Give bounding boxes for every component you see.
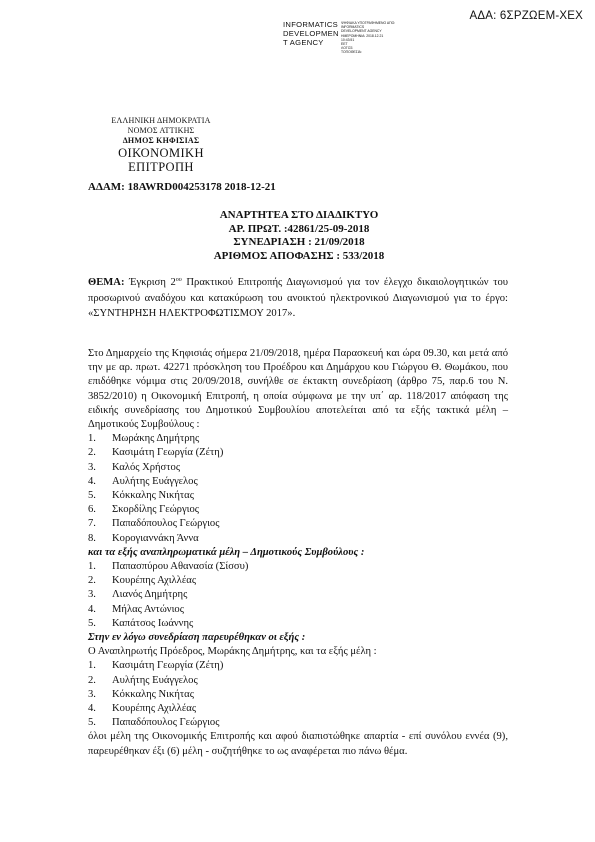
title-line-1: ΑΝΑΡΤΗΤΕΑ ΣΤΟ ΔΙΑΔΙΚΤΥΟ [219, 209, 379, 221]
agency-line: DEVELOPMEN [283, 29, 339, 38]
title-line-4: ΑΡΙΘΜΟΣ ΑΠΟΦΑΣΗΣ : 533/2018 [213, 249, 385, 262]
authority-line-1: ΕΛΛΗΝΙΚΗ ΔΗΜΟΚΡΑΤΙΑ [111, 116, 211, 125]
agency-line: T AGENCY [283, 38, 324, 47]
list-item: 3. Κόκκαλης Νικήτας [88, 688, 194, 700]
authority-line-3: ΔΗΜΟΣ ΚΗΦΙΣΙΑΣ [122, 136, 200, 145]
regular-members-list [88, 432, 508, 546]
subject-superscript: ου [175, 277, 182, 283]
agency-line: INFORMATICS [283, 20, 339, 29]
list-item: 3. Λιανός Δημήτρης [88, 589, 188, 601]
authority-line-4: ΟΙΚΟΝΟΜΙΚΗ ΕΠΙΤΡΟΠΗ [118, 146, 204, 174]
list-item: 4. Αυλήτης Ευάγγελος [88, 475, 198, 487]
list-item: 2. Κασιμάτη Γεωργία (Ζέτη) [88, 447, 224, 459]
list-item: 4. Μήλας Αντώνιος [88, 603, 184, 615]
subject-pre: Έγκριση 2 [124, 277, 176, 288]
present-members-list [88, 659, 508, 730]
list-item: 1. Κασιμάτη Γεωργία (Ζέτη) [88, 660, 224, 672]
signature-details: ΨΗΦΙΑΚΑ ΥΠΟΓΡΑΦΗΜΕΝΟ ΑΠΟ: INFORMATICS DEVELOPMENT AGENCY ΗΜΕΡΟΜΗΝΙΑ: 2018.12.21 10:43:51 EET ΛΟΓΟΣ: ΤΟΠΟΘΕΣΙΑ: [341, 21, 396, 55]
present-intro: Ο Αναπληρωτής Πρόεδρος, Μωράκης Δημήτρης, και τα εξής μέλη : [88, 646, 377, 658]
list-item: 3. Καλός Χρήστος [88, 461, 181, 473]
closing-paragraph: όλοι μέλη της Οικονομικής Επιτροπής και αφού διαπιστώθηκε απαρτία - επί συνόλου εννέα (9), παρευρέθηκαν έξι (6) μέλη - συζητήθηκε το ως αναφέρεται πιο πάνω θέμα. [88, 731, 508, 757]
list-item: 8. Κορογιαννάκη Άννα [88, 532, 199, 544]
list-item: 2. Κουρέπης Αχιλλέας [88, 575, 197, 587]
substitutes-heading: και τα εξής αναπληρωματικά μέλη – Δημοτικούς Συμβούλους : [88, 546, 365, 558]
list-item: 1. Μωράκης Δημήτρης [88, 433, 200, 445]
authority-line-2: ΝΟΜΟΣ ΑΤΤΙΚΗΣ [127, 126, 195, 135]
ada-header: ΑΔΑ: 6ΣΡΖΩΕΜ-ΧΕΧ [469, 10, 583, 22]
list-item: 6. Σκορδίλης Γεώργιος [88, 504, 199, 516]
title-line-3: ΣΥΝΕΔΡΙΑΣΗ : 21/09/2018 [233, 236, 365, 248]
present-heading: Στην εν λόγω συνεδρίαση παρευρέθηκαν οι εξής : [88, 632, 306, 644]
list-item: 7. Παπαδόπουλος Γεώργιος [88, 518, 220, 530]
intro-paragraph: Στο Δημαρχείο της Κηφισιάς σήμερα 21/09/2018, ημέρα Παρασκευή και ώρα 09.30, και μετά από την με αρ. πρωτ. 42271 πρόσκληση του Προέδρου και Δημάρχου κου Γιώργου Θ. Θωμάκου, που επιδόθηκε νόμιμα στις 20/09/2018, συνήλθε σε έκτακτη συνεδρίαση (άρθρο 75, παρ.6 του Ν. 3852/2010) η Οικονομική Επιτροπή, η οποία σύμφωνα με την υπ΄ αρ. 118/2017 απόφαση της ειδικής συνεδρίασης του Δημοτικού Συμβουλίου αποτελείται από τα εξής τακτικά μέλη – Δημοτικούς Συμβούλους : [88, 348, 508, 431]
authority-header [86, 116, 236, 174]
list-item: 5. Καπάτσος Ιωάννης [88, 617, 194, 629]
substitute-members-list [88, 560, 508, 631]
document-titles [88, 209, 508, 263]
subject-label: ΘΕΜΑ: [88, 277, 125, 288]
subject-paragraph [88, 275, 508, 322]
title-line-2: ΑΡ. ΠΡΩΤ. :42861/25-09-2018 [228, 222, 370, 235]
list-item: 2. Αυλήτης Ευάγγελος [88, 674, 198, 686]
agency-name [283, 20, 339, 47]
list-item: 5. Παπαδόπουλος Γεώργιος [88, 717, 220, 729]
digital-signature-logo [283, 20, 396, 56]
subject-text: Πρακτικού Επιτροπής Διαγωνισμού για τον έλεγχο δικαιολογητικών του προσωρινού αναδόχου και κατακύρωση του ανοικτού ηλεκτρονικού Διαγωνισμού για το έργο: «ΣΥΝΤΗΡΗΣΗ ΗΛΕΚΤΡΟΦΩΤΙΣΜΟΥ 2017». [88, 277, 508, 319]
list-item: 4. Κουρέπης Αχιλλέας [88, 703, 197, 715]
list-item: 1. Παπασπύρου Αθανασία (Σίσσυ) [88, 561, 249, 573]
list-item: 5. Κόκκαλης Νικήτας [88, 490, 194, 502]
adam-reference: ΑΔΑΜ: 18AWRD004253178 2018-12-21 [88, 181, 276, 193]
document-body [88, 347, 508, 759]
